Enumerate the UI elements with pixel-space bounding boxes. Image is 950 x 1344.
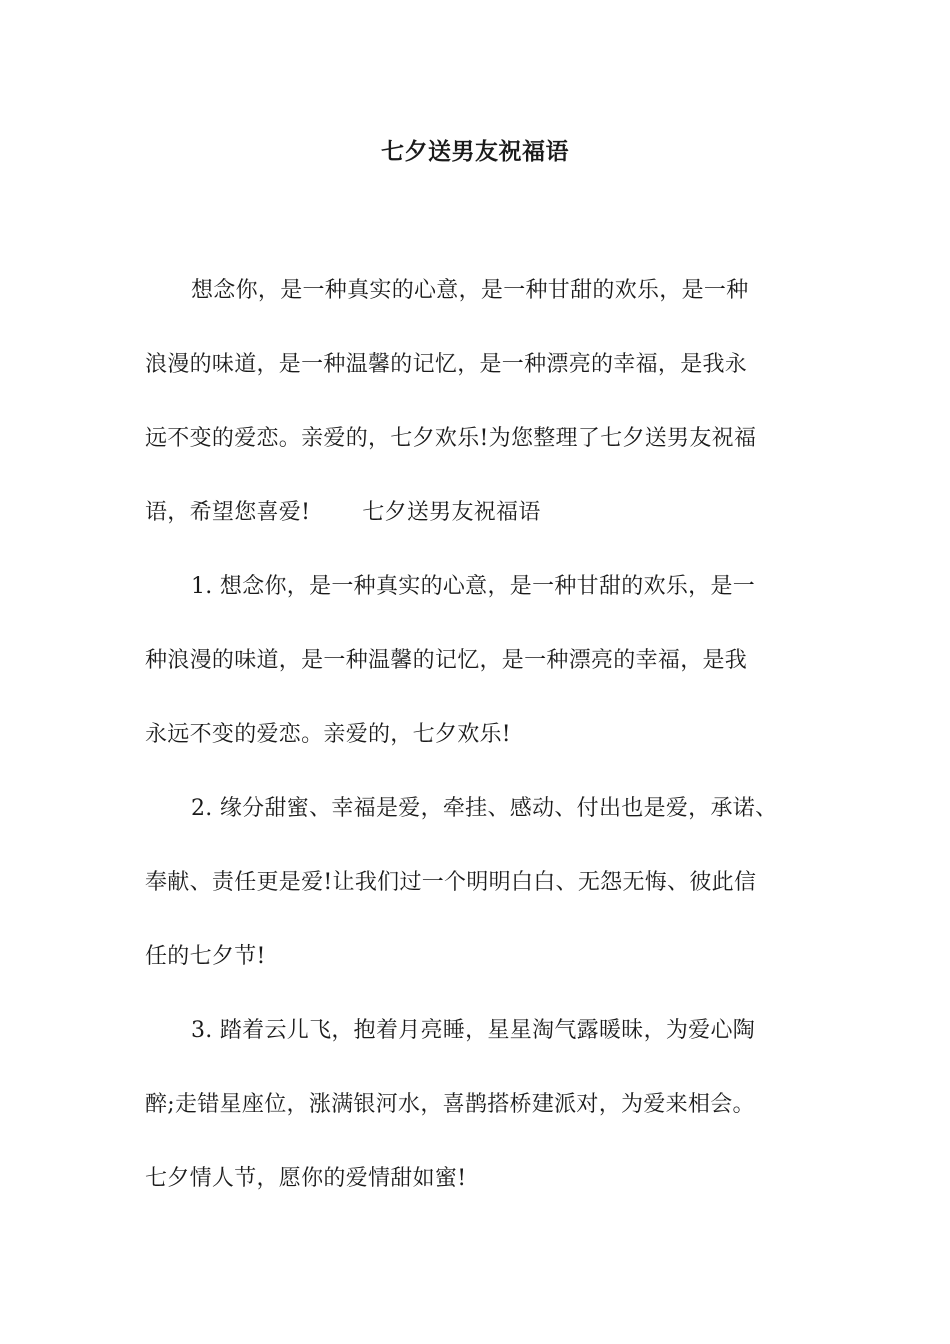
paragraph-line: 远不变的爱恋。亲爱的，七夕欢乐!为您整理了七夕送男友祝福 [145,426,757,451]
paragraph-line: 想念你，是一种真实的心意，是一种甘甜的欢乐，是一种 [191,278,749,303]
paragraph-line: 任的七夕节! [145,944,266,969]
paragraph-line-with-heading [145,476,815,550]
paragraph-line-text: 语，希望您喜爱! [145,500,311,525]
document-body [145,254,815,1216]
paragraph-line: 永远不变的爱恋。亲爱的，七夕欢乐! [145,722,511,747]
paragraph-line: 2. 缘分甜蜜、幸福是爱，牵挂、感动、付出也是爱，承诺、 [191,796,778,821]
paragraph-line: 醉;走错星座位，涨满银河水，喜鹊搭桥建派对，为爱来相会。 [145,1092,755,1117]
paragraph-line: 七夕情人节，愿你的爱情甜如蜜! [145,1166,467,1191]
paragraph-line: 3. 踏着云儿飞，抱着月亮睡，星星淘气露暖昧，为爱心陶 [191,1018,756,1043]
section-heading: 七夕送男友祝福语 [362,500,541,525]
paragraph-line: 奉献、责任更是爱!让我们过一个明明白白、无怨无悔、彼此信 [145,870,757,895]
document-title: 七夕送男友祝福语 [381,138,569,165]
paragraph-line: 浪漫的味道，是一种温馨的记忆，是一种漂亮的幸福，是我永 [145,352,748,377]
paragraph-line: 种浪漫的味道，是一种温馨的记忆，是一种漂亮的幸福，是我 [145,648,748,673]
paragraph-line: 1. 想念你，是一种真实的心意，是一种甘甜的欢乐，是一 [191,574,756,599]
